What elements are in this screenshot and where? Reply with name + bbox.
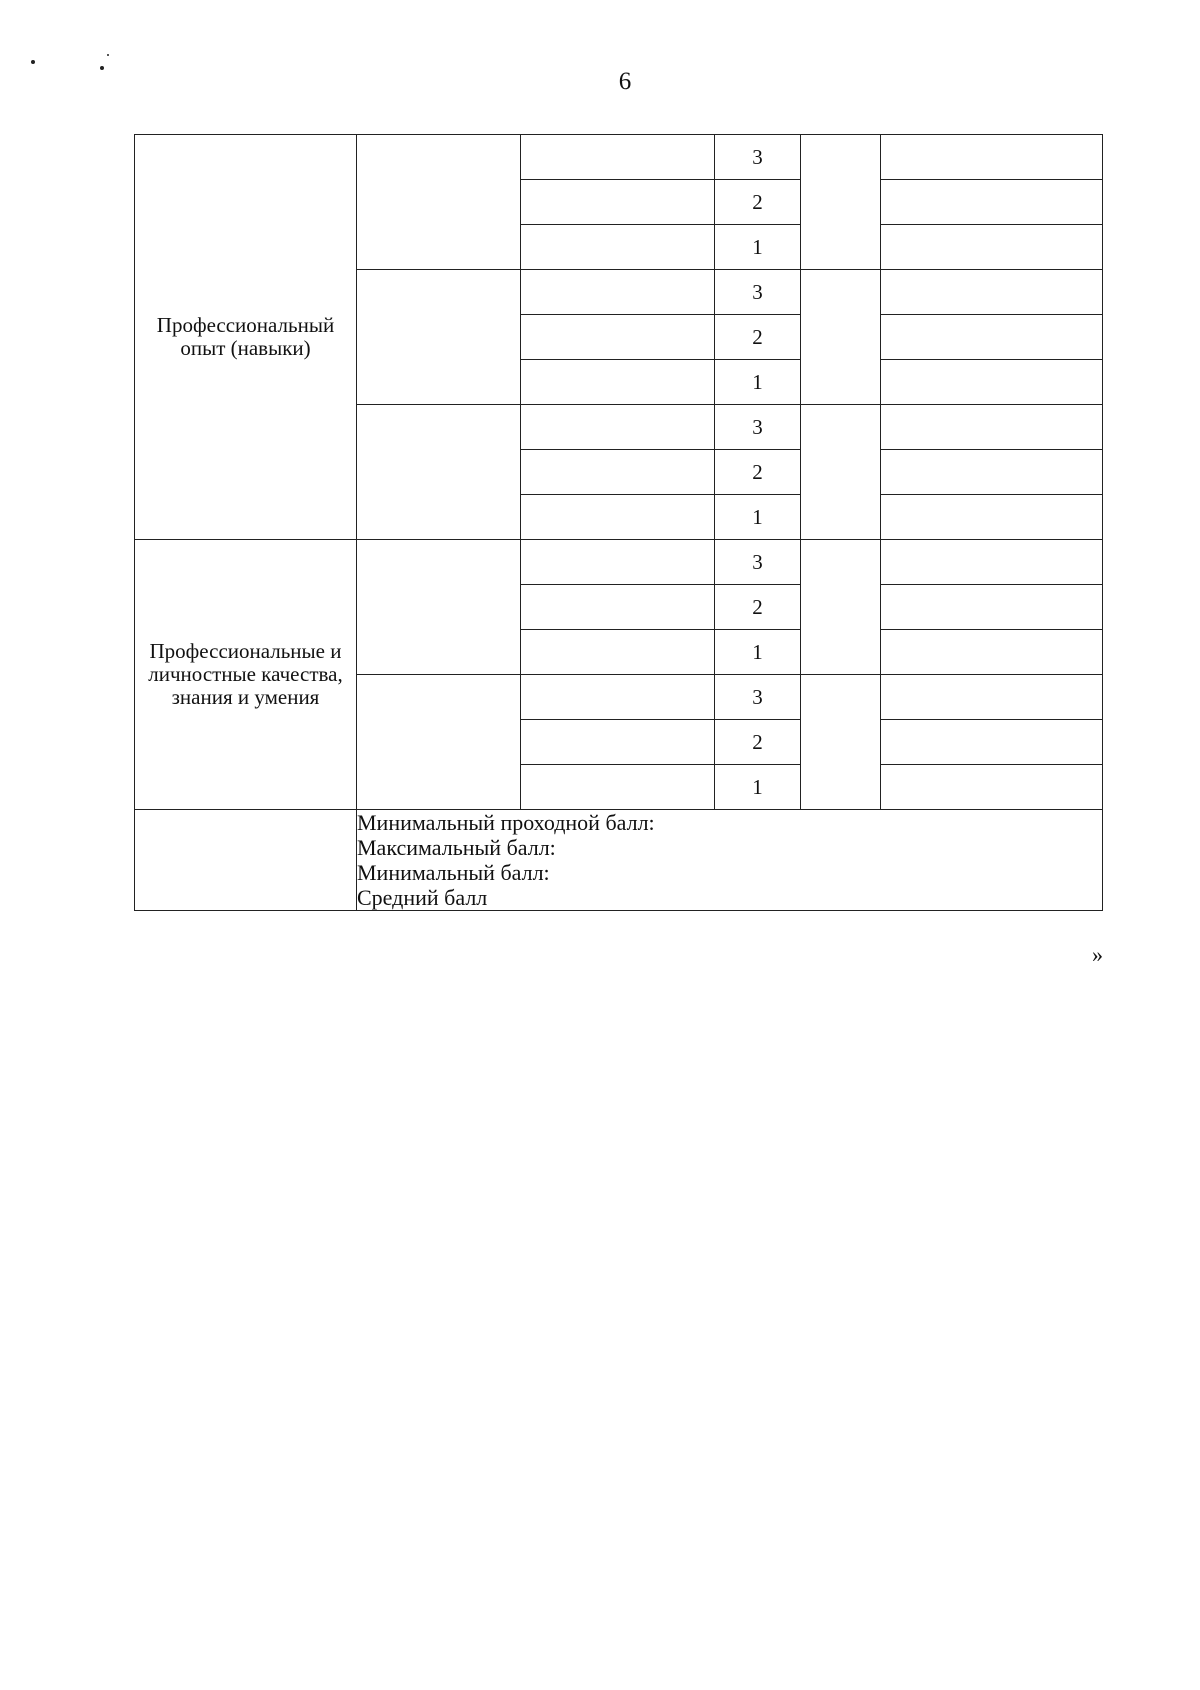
comment-cell [881, 315, 1103, 360]
score-cell: 3 [715, 405, 801, 450]
score-cell: 3 [715, 270, 801, 315]
description-cell [521, 675, 715, 720]
comment-cell [881, 675, 1103, 720]
score-cell: 3 [715, 540, 801, 585]
rating-cell [801, 270, 881, 405]
summary-blank-cell [135, 810, 357, 911]
comment-cell [881, 765, 1103, 810]
score-cell: 2 [715, 720, 801, 765]
indicator-cell [357, 540, 521, 675]
description-cell [521, 315, 715, 360]
summary-row [135, 810, 1103, 911]
criterion-cell: Профессиональные и личностные качества, знания и умения [135, 540, 357, 810]
rating-cell [801, 405, 881, 540]
comment-cell [881, 495, 1103, 540]
criterion-cell: Профессиональный опыт (навыки) [135, 135, 357, 540]
comment-cell [881, 540, 1103, 585]
description-cell [521, 225, 715, 270]
description-cell [521, 765, 715, 810]
evaluation-table [134, 134, 1103, 911]
description-cell [521, 270, 715, 315]
comment-cell [881, 135, 1103, 180]
comment-cell [881, 180, 1103, 225]
comment-cell [881, 450, 1103, 495]
summary-line: Минимальный проходной балл: [357, 810, 655, 835]
comment-cell [881, 630, 1103, 675]
description-cell [521, 180, 715, 225]
rating-cell [801, 675, 881, 810]
description-cell [521, 720, 715, 765]
closing-quote: » [1092, 942, 1103, 967]
description-cell [521, 540, 715, 585]
score-cell: 1 [715, 360, 801, 405]
page-number: 6 [618, 68, 632, 95]
summary-cell [357, 810, 1103, 911]
description-cell [521, 450, 715, 495]
description-cell [521, 135, 715, 180]
score-cell: 2 [715, 315, 801, 360]
comment-cell [881, 405, 1103, 450]
score-cell: 2 [715, 450, 801, 495]
indicator-cell [357, 135, 521, 270]
summary-line: Максимальный балл: [357, 835, 556, 860]
table-row [135, 135, 1103, 180]
comment-cell [881, 585, 1103, 630]
score-cell: 2 [715, 585, 801, 630]
table-body [135, 135, 1103, 911]
comment-cell [881, 360, 1103, 405]
score-cell: 3 [715, 675, 801, 720]
indicator-cell [357, 270, 521, 405]
summary-line: Средний балл [357, 885, 488, 910]
comment-cell [881, 270, 1103, 315]
indicator-cell [357, 405, 521, 540]
description-cell [521, 585, 715, 630]
rating-cell [801, 135, 881, 270]
indicator-cell [357, 675, 521, 810]
description-cell [521, 360, 715, 405]
description-cell [521, 405, 715, 450]
score-cell: 1 [715, 495, 801, 540]
comment-cell [881, 225, 1103, 270]
score-cell: 2 [715, 180, 801, 225]
rating-cell [801, 540, 881, 675]
description-cell [521, 630, 715, 675]
summary-line: Минимальный балл: [357, 860, 550, 885]
score-cell: 3 [715, 135, 801, 180]
comment-cell [881, 720, 1103, 765]
table-row [135, 540, 1103, 585]
description-cell [521, 495, 715, 540]
score-cell: 1 [715, 225, 801, 270]
score-cell: 1 [715, 630, 801, 675]
score-cell: 1 [715, 765, 801, 810]
